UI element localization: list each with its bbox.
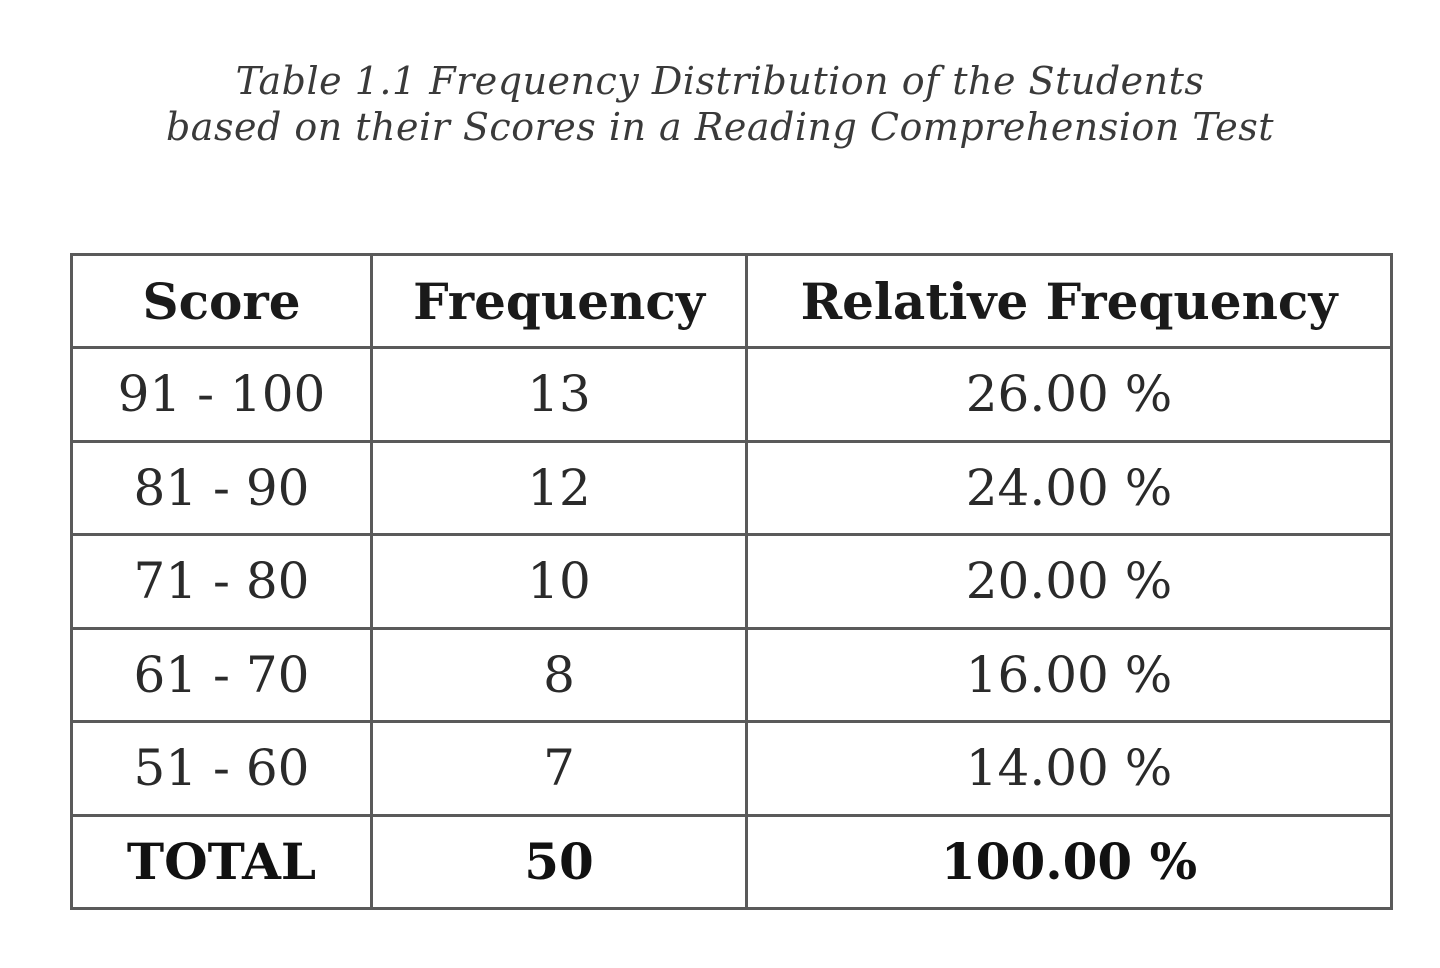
frequency-cell: 12 xyxy=(372,441,747,535)
frequency-table xyxy=(70,253,1393,910)
caption-line-1: Table 1.1 Frequency Distribution of the Students xyxy=(235,59,1205,103)
score-cell: 81 - 90 xyxy=(72,441,372,535)
table-row xyxy=(72,535,1392,629)
score-cell: 71 - 80 xyxy=(72,535,372,629)
total-relative-frequency-cell: 100.00 % xyxy=(747,815,1392,909)
relative-frequency-cell: 16.00 % xyxy=(747,628,1392,722)
table-row xyxy=(72,628,1392,722)
caption-line-2: based on their Scores in a Reading Comprehension Test xyxy=(165,105,1275,149)
header-score: Score xyxy=(72,255,372,348)
score-cell: 61 - 70 xyxy=(72,628,372,722)
header-relative-frequency: Relative Frequency xyxy=(747,255,1392,348)
relative-frequency-cell: 20.00 % xyxy=(747,535,1392,629)
frequency-cell: 7 xyxy=(372,722,747,816)
score-cell: 51 - 60 xyxy=(72,722,372,816)
score-cell: 91 - 100 xyxy=(72,348,372,442)
table-caption xyxy=(0,58,1440,150)
relative-frequency-cell: 14.00 % xyxy=(747,722,1392,816)
relative-frequency-cell: 24.00 % xyxy=(747,441,1392,535)
frequency-cell: 10 xyxy=(372,535,747,629)
frequency-cell: 8 xyxy=(372,628,747,722)
relative-frequency-cell: 26.00 % xyxy=(747,348,1392,442)
table-row xyxy=(72,441,1392,535)
table-row xyxy=(72,722,1392,816)
total-label-cell: TOTAL xyxy=(72,815,372,909)
total-row xyxy=(72,815,1392,909)
header-row xyxy=(72,255,1392,348)
frequency-cell: 13 xyxy=(372,348,747,442)
table-row xyxy=(72,348,1392,442)
total-frequency-cell: 50 xyxy=(372,815,747,909)
header-frequency: Frequency xyxy=(372,255,747,348)
